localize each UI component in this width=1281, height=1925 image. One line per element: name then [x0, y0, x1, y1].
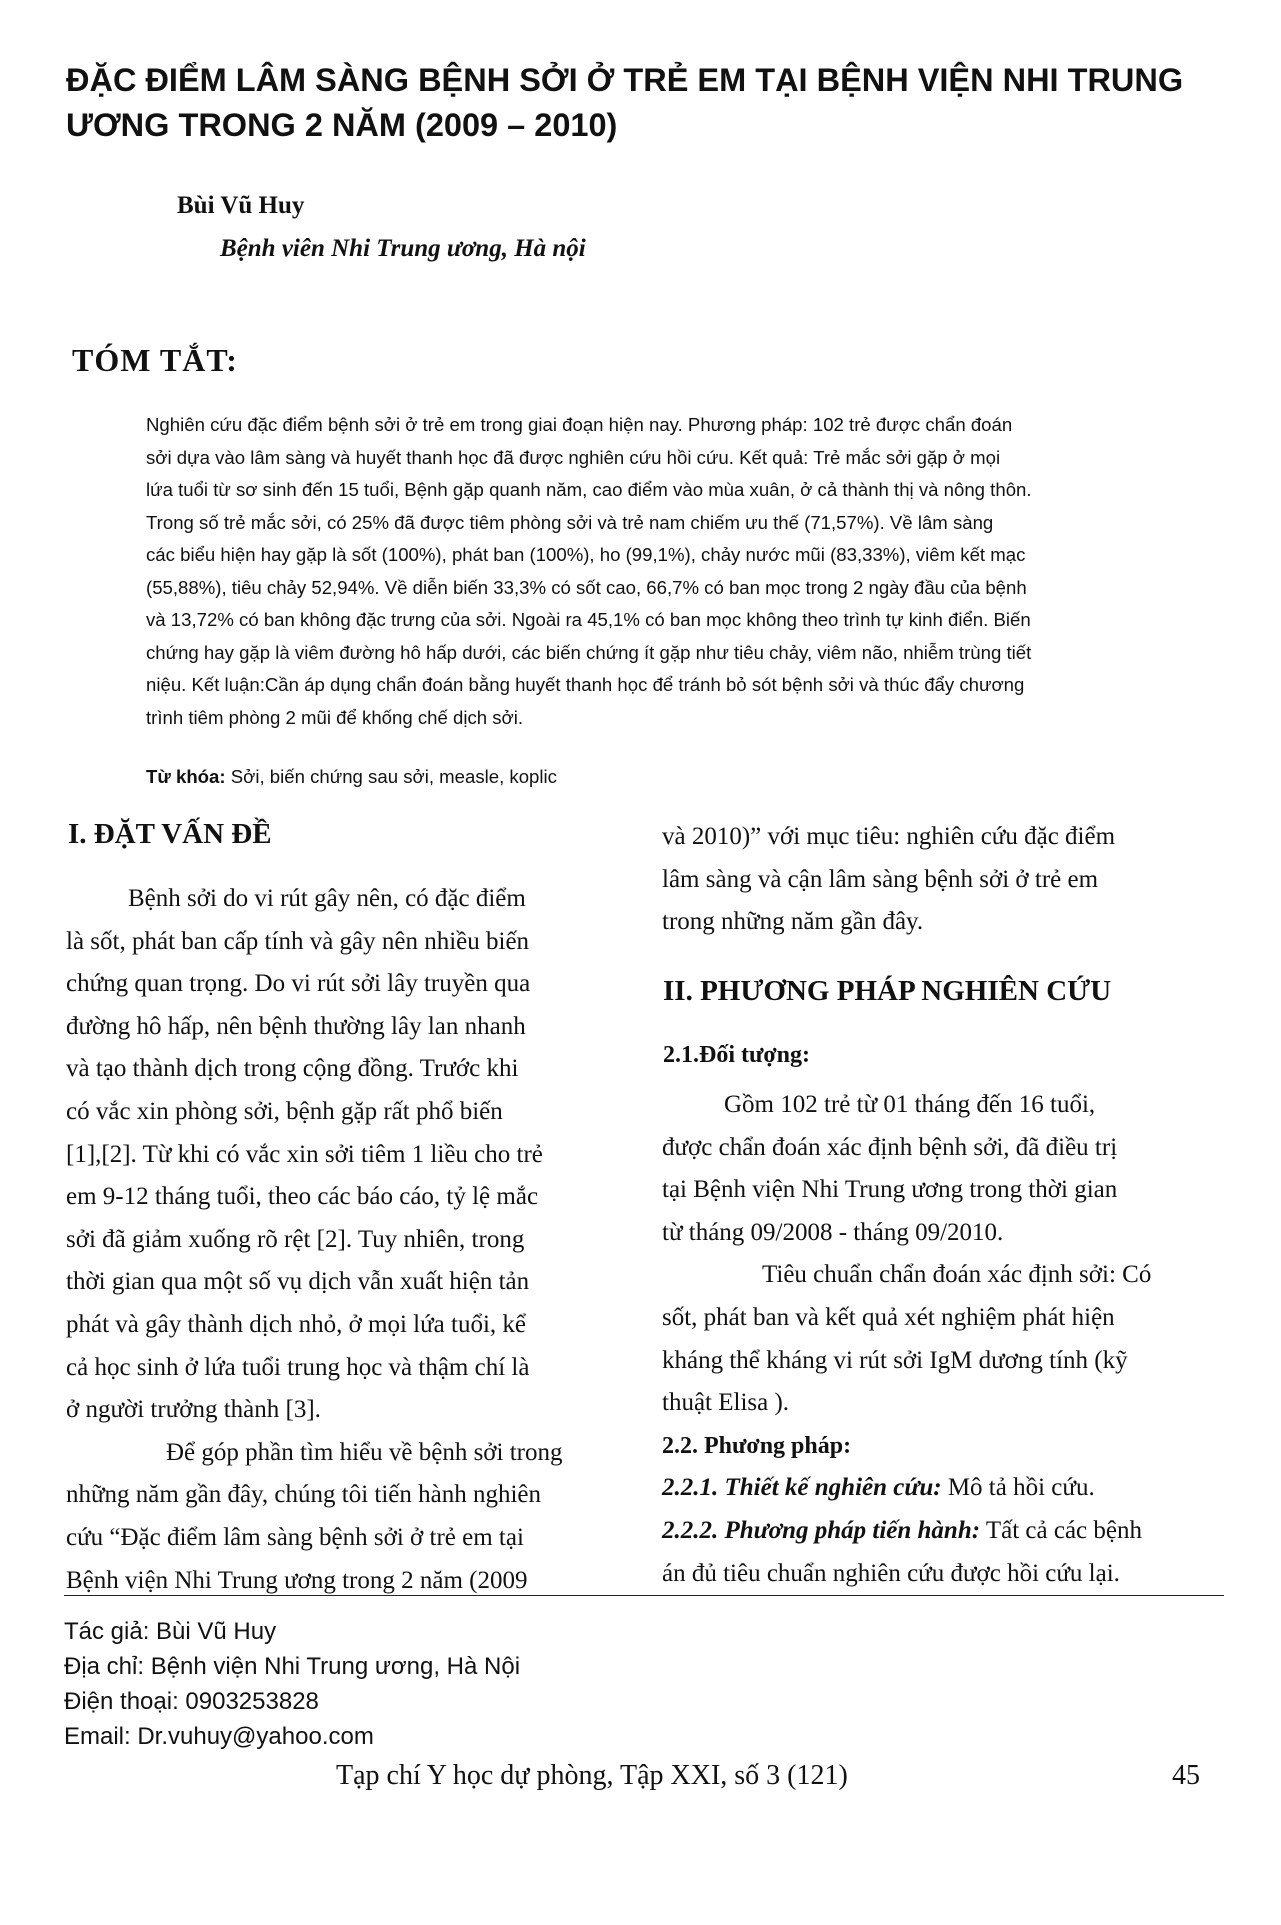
paragraph-line: đường hô hấp, nên bệnh thường lây lan nhanh — [66, 1012, 526, 1040]
section-1-heading: I. ĐẶT VẤN ĐỀ — [68, 818, 272, 850]
paragraph-line: chứng quan trọng. Do vi rút sởi lây truyền qua — [66, 970, 531, 998]
paragraph-line: từ tháng 09/2008 - tháng 09/2010. — [662, 1218, 1004, 1246]
subsection-2-2-1-label: 2.2.1. Thiết kế nghiên cứu: — [662, 1474, 942, 1502]
summary-heading: TÓM TẮT: — [72, 342, 238, 378]
paragraph-line: trong những năm gần đây. — [662, 908, 924, 936]
paragraph-line: ở người trưởng thành [3]. — [66, 1396, 321, 1424]
footnote-divider — [64, 1595, 1224, 1596]
paragraph-line: là sốt, phát ban cấp tính và gây nên nhiều biến — [66, 927, 530, 955]
paragraph-line: sốt, phát ban và kết quả xét nghiệm phát hiện — [662, 1303, 1115, 1331]
author-affiliation: Bệnh viên Nhi Trung ương, Hà nội — [220, 235, 586, 262]
title-line-1: ĐẶC ĐIỂM LÂM SÀNG BỆNH SỞI Ở TRẺ EM TẠI BỆNH VIỆN NHI TRUNG — [66, 62, 1184, 98]
author-footnote — [64, 1614, 520, 1754]
paragraph-line: thời gian qua một số vụ dịch vẫn xuất hiện tản — [66, 1268, 530, 1296]
title-line-2: ƯƠNG TRONG 2 NĂM (2009 – 2010) — [66, 107, 618, 143]
abstract-line: niệu. Kết luận:Cần áp dụng chẩn đoán bằng huyết thanh học để tránh bỏ sót bệnh sởi và thúc đẩy chương — [146, 674, 1025, 695]
keywords-text: Sởi, biến chứng sau sởi, measle, koplic — [225, 766, 557, 787]
paragraph-line: án đủ tiêu chuẩn nghiên cứu được hồi cứu lại. — [662, 1559, 1120, 1587]
paragraph-line: [1],[2]. Từ khi có vắc xin sởi tiêm 1 liều cho trẻ — [66, 1140, 543, 1168]
paragraph-line: những năm gần đây, chúng tôi tiến hành nghiên — [66, 1481, 542, 1509]
abstract-line: các biểu hiện hay gặp là sốt (100%), phát ban (100%), ho (99,1%), chảy nước mũi (83,33%), viêm kết mạc — [146, 544, 1026, 565]
paragraph-line: Bệnh viện Nhi Trung ương trong 2 năm (2009 — [66, 1566, 528, 1594]
abstract-line: lứa tuổi từ sơ sinh đến 15 tuổi, Bệnh gặp quanh năm, cao điểm vào mùa xuân, ở cả thành thị và nông thôn. — [146, 479, 1032, 500]
abstract-line: và 13,72% có ban không đặc trưng của sởi. Ngoài ra 45,1% có ban mọc không theo trình tự kinh điển. Biến — [146, 609, 1031, 630]
paragraph-line: Tiêu chuẩn chẩn đoán xác định sởi: Có — [762, 1261, 1152, 1289]
abstract-line: Trong số trẻ mắc sởi, có 25% đã được tiêm phòng sởi và trẻ nam chiếm ưu thế (71,57%). Về lâm sàng — [146, 511, 994, 533]
paragraph-line: lâm sàng và cận lâm sàng bệnh sởi ở trẻ em — [662, 865, 1099, 893]
article-title — [66, 58, 1226, 148]
abstract-line: sởi dựa vào lâm sàng và huyết thanh học đã được nghiên cứu hồi cứu. Kết quả: Trẻ mắc sởi gặp ở mọi — [146, 446, 1001, 468]
paragraph-line: và tạo thành dịch trong cộng đồng. Trước khi — [66, 1055, 519, 1083]
paragraph-line: có vắc xin phòng sởi, bệnh gặp rất phổ biến — [66, 1097, 503, 1125]
subsection-2-2-1-text: Mô tả hồi cứu. — [941, 1474, 1095, 1502]
subsection-2-2-1 — [662, 1467, 1222, 1510]
paragraph-line: tại Bệnh viện Nhi Trung ương trong thời gian — [662, 1176, 1118, 1204]
paragraph-line: em 9-12 tháng tuổi, theo các báo cáo, tỷ lệ mắc — [66, 1183, 539, 1211]
journal-footer: Tạp chí Y học dự phòng, Tập XXI, số 3 (121) — [336, 1760, 848, 1791]
subsection-2-2-heading: 2.2. Phương pháp: — [662, 1432, 852, 1459]
author-name: Bùi Vũ Huy — [177, 192, 305, 219]
subsection-2-2-2-label: 2.2.2. Phương pháp tiến hành: — [662, 1516, 981, 1544]
paragraph-line: và 2010)” với mục tiêu: nghiên cứu đặc điểm — [662, 823, 1116, 850]
right-column-top-text — [662, 816, 1222, 944]
keywords-label: Từ khóa: — [146, 766, 226, 787]
paragraph-line: Gồm 102 trẻ từ 01 tháng đến 16 tuổi, — [724, 1091, 1096, 1118]
subsection-2-1-heading: 2.1.Đối tượng: — [663, 1042, 811, 1068]
abstract-line: trình tiêm phòng 2 mũi để khống chế dịch sởi. — [146, 706, 524, 728]
abstract-line: Nghiên cứu đặc điểm bệnh sởi ở trẻ em trong giai đoạn hiện nay. Phương pháp: 102 trẻ được chẩn đoán — [146, 414, 1013, 435]
footnote-line: Tác giả: Bùi Vũ Huy — [64, 1618, 277, 1645]
paragraph-line: cả học sinh ở lứa tuổi trung học và thậm chí là — [66, 1353, 530, 1381]
paragraph-line: Để góp phần tìm hiểu về bệnh sởi trong — [166, 1438, 563, 1466]
keywords — [146, 766, 557, 788]
abstract-line: chứng hay gặp là viêm đường hô hấp dưới, các biến chứng ít gặp như tiêu chảy, viêm não, nhiễm trùng tiết — [146, 641, 1032, 663]
paragraph-line: Bệnh sởi do vi rút gây nên, có đặc điểm — [128, 885, 526, 912]
abstract-body — [146, 409, 1216, 734]
subsection-2-2-2 — [662, 1510, 1222, 1553]
right-column-text — [662, 1084, 1222, 1595]
paragraph-line: cứu “Đặc điểm lâm sàng bệnh sởi ở trẻ em tại — [66, 1523, 524, 1551]
footnote-line: Địa chỉ: Bệnh viện Nhi Trung ương, Hà Nội — [64, 1653, 521, 1680]
footnote-line: Điện thoại: 0903253828 — [64, 1688, 319, 1715]
paragraph-line: được chẩn đoán xác định bệnh sởi, đã điều trị — [662, 1133, 1118, 1161]
abstract-line: (55,88%), tiêu chảy 52,94%. Về diễn biến 33,3% có sốt cao, 66,7% có ban mọc trong 2 ngày đầu của bệnh — [146, 576, 1027, 598]
left-column-text — [66, 878, 631, 1602]
section-2-heading: II. PHƯƠNG PHÁP NGHIÊN CỨU — [663, 975, 1112, 1007]
subsection-2-2-2-text: Tất cả các bệnh — [980, 1516, 1143, 1544]
paragraph-line: kháng thể kháng vi rút sởi IgM dương tính (kỹ — [662, 1346, 1128, 1374]
paragraph-line: thuật Elisa ). — [662, 1389, 790, 1417]
paragraph-line: phát và gây thành dịch nhỏ, ở mọi lứa tuổi, kể — [66, 1310, 527, 1338]
paragraph-line: sởi đã giảm xuống rõ rệt [2]. Tuy nhiên, trong — [66, 1225, 525, 1253]
footnote-line: Email: Dr.vuhuy@yahoo.com — [64, 1723, 374, 1750]
page-number: 45 — [1172, 1760, 1200, 1791]
